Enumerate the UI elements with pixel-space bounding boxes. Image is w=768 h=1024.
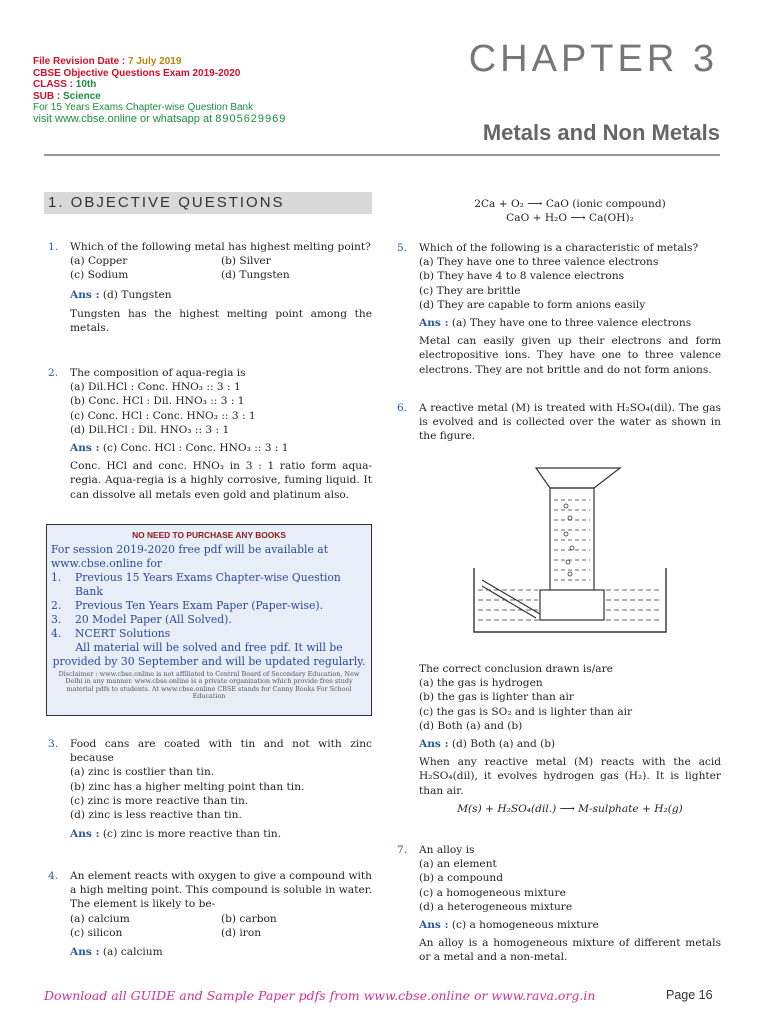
page-number: Page 16 [666, 988, 713, 1002]
question-6-options [419, 662, 721, 816]
question-6 [397, 401, 721, 444]
file-meta [33, 56, 286, 126]
visit-line[interactable]: visit www.cbse.online or whatsapp at [33, 112, 213, 125]
question-text: Which of the following is a characteristic of metals? [419, 242, 699, 254]
answer-text: (c) a homogeneous mixture [451, 919, 599, 932]
option-b: (b) carbon [221, 912, 277, 925]
question-text: Which of the following metal has highest melting point? [70, 241, 371, 253]
option-d: (d) They are capable to form anions easily [419, 298, 646, 311]
promo-item-number: 1. [51, 571, 62, 584]
rev-label: File Revision Date : [33, 56, 126, 67]
option-b: (b) Conc. HCl : Dil. HNO₃ :: 3 : 1 [70, 395, 245, 408]
option-d: (d) iron [221, 926, 262, 939]
answer-text: (c) Conc. HCl : Conc. HNO₃ :: 3 : 1 [102, 442, 289, 455]
header-divider [44, 154, 720, 156]
chapter-title: CHAPTER 3 [468, 38, 718, 80]
equation-block [419, 197, 721, 225]
question-1 [48, 240, 372, 335]
option-a: (a) zinc is costlier than tin. [70, 766, 215, 779]
question-number: 4. [48, 870, 59, 882]
answer-text: (a) calcium [102, 946, 163, 959]
option-b: (b) They have 4 to 8 valence electrons [419, 270, 625, 283]
option-d: (d) Tungsten [221, 269, 290, 282]
option-c: (c) They are brittle [419, 284, 521, 297]
option-d: (d) Both (a) and (b) [419, 719, 523, 732]
answer-label: Ans : [70, 442, 100, 455]
answer-label: Ans : [419, 919, 449, 932]
answer-text: (c) zinc is more reactive than tin. [102, 828, 282, 841]
option-d: (d) Dil.HCl : Dil. HNO₃ :: 3 : 1 [70, 423, 230, 436]
question-7 [397, 843, 721, 965]
explanation: Metal can easily given up their electrons and form electropositive ions. They have one to three valence electrons. They are not brittle and do not form anions. [419, 335, 721, 376]
explanation: Conc. HCl and conc. HNO₃ in 3 : 1 ratio form aqua-regia. Aqua-regia is a highly corrosive, fuming liquid. It can dissolve all metals even gold and platinum also. [70, 460, 372, 501]
option-a: (a) Dil.HCl : Conc. HNO₃ :: 3 : 1 [70, 381, 241, 394]
answer-label: Ans : [419, 317, 449, 330]
funnel-icon [536, 468, 620, 488]
option-a: (a) an element [419, 858, 497, 871]
question-number: 2. [48, 367, 59, 379]
option-a: (a) calcium [70, 912, 130, 925]
reaction-equation: M(s) + H₂SO₄(dil.) ⟶ M-sulphate + H₂(g) [457, 802, 683, 815]
answer-text: (a) They have one to three valence electrons [451, 317, 692, 330]
question-4 [48, 869, 372, 959]
beehive-shelf [540, 590, 604, 620]
section-heading: 1. OBJECTIVE QUESTIONS [44, 192, 372, 214]
answer-label: Ans : [70, 828, 100, 841]
answer-label: Ans : [70, 288, 100, 301]
bank-line: For 15 Years Exams Chapter-wise Question Bank [33, 102, 254, 114]
option-a: (a) They have one to three valence electrons [419, 256, 659, 269]
question-2 [48, 366, 372, 502]
promo-item: Previous 15 Years Exams Chapter-wise Question Bank [75, 571, 341, 598]
disclaimer: Disclaimer : www.cbse.online is not affiliated to Central Board of Secondary Education, New Delhi in any manner. www.cbse.online is a private organization which provide free study material pdfs to students. At www.cbse.online CBSE stands for Canny Books For School Education [58, 670, 360, 701]
explanation: An alloy is a homogeneous mixture of different metals or a metal and a non-metal. [419, 937, 721, 964]
promo-item-number: 3. [51, 613, 62, 626]
option-a: (a) the gas is hydrogen [419, 677, 543, 690]
promo-item-number: 2. [51, 599, 62, 612]
question-intro: The correct conclusion drawn is/are [419, 663, 613, 675]
option-a: (a) Copper [70, 255, 128, 268]
promo-heading: NO NEED TO PURCHASE ANY BOOKS [132, 530, 286, 540]
promo-box [46, 524, 372, 716]
equation-1: 2Ca + O₂ ⟶ CaO (ionic compound) [474, 198, 666, 210]
question-number: 7. [397, 844, 408, 856]
question-text: An alloy is [419, 844, 475, 856]
sub-label: SUB : [33, 90, 61, 102]
promo-item: 20 Model Paper (All Solved). [75, 613, 232, 626]
class-value: 10th [75, 79, 97, 91]
question-number: 1. [48, 241, 59, 253]
explanation: Tungsten has the highest melting point among the metals. [70, 307, 372, 335]
phone-number: 8905629969 [215, 112, 287, 125]
sub-value: Science [63, 90, 101, 102]
option-b: (b) Silver [221, 255, 271, 268]
option-c: (c) a homogeneous mixture [419, 886, 566, 899]
question-text: The composition of aqua-regia is [70, 367, 246, 379]
equation-2: CaO + H₂O ⟶ Ca(OH)₂ [506, 212, 634, 225]
option-c: (c) Sodium [70, 269, 129, 282]
exam-line: CBSE Objective Questions Exam 2019-2020 [33, 67, 241, 79]
option-c: (c) zinc is more reactive than tin. [70, 794, 249, 807]
promo-item: Previous Ten Years Exam Paper (Paper-wise). [75, 599, 324, 612]
promo-item-number: 4. [51, 627, 62, 640]
option-b: (b) the gas is lighter than air [419, 691, 574, 704]
option-b: (b) zinc has a higher melting point than tin. [70, 780, 305, 793]
answer-text: (d) Tungsten [102, 288, 172, 301]
gas-collection-figure [470, 462, 680, 642]
promo-intro: For session 2019-2020 free pdf will be available at www.cbse.online for [51, 543, 329, 570]
class-label: CLASS : [33, 79, 73, 91]
option-c: (c) silicon [70, 926, 123, 939]
question-5 [397, 241, 721, 377]
question-text: An element reacts with oxygen to give a compound with a high melting point. This compound is soluble in water. The element is likely to be- [70, 870, 372, 911]
question-text: A reactive metal (M) is treated with H₂SO₄(dil). The gas is evolved and is collected over the water as shown in the figure. [419, 402, 721, 443]
question-number: 5. [397, 242, 408, 254]
footer-download-link[interactable]: Download all GUIDE and Sample Paper pdfs from www.cbse.online or www.rava.org.in [44, 988, 596, 1003]
question-3 [48, 737, 372, 841]
question-number: 3. [48, 738, 59, 750]
question-number: 6. [397, 402, 408, 414]
rev-date: 7 July 2019 [128, 56, 182, 67]
option-b: (b) a compound [419, 872, 504, 885]
question-text: Food cans are coated with tin and not with zinc because [70, 738, 372, 765]
option-d: (d) a heterogeneous mixture [419, 900, 573, 913]
option-d: (d) zinc is less reactive than tin. [70, 809, 242, 822]
topic-title: Metals and Non Metals [482, 120, 720, 145]
delivery-tube [482, 580, 540, 618]
answer-text: (d) Both (a) and (b) [451, 738, 556, 751]
answer-label: Ans : [70, 946, 100, 959]
answer-label: Ans : [419, 738, 449, 751]
explanation: When any reactive metal (M) reacts with the acid H₂SO₄(dil), it evolves hydrogen gas (H₂). It is lighter than air. [419, 756, 721, 797]
option-c: (c) Conc. HCl : Conc. HNO₃ :: 3 : 1 [70, 409, 256, 422]
option-c: (c) the gas is SO₂ and is lighter than air [419, 705, 633, 718]
water-in-jar [554, 500, 590, 580]
promo-note: All material will be solved and free pdf. It will be provided by 30 September and will be updated regularly. [52, 641, 366, 668]
promo-item: NCERT Solutions [75, 627, 171, 640]
